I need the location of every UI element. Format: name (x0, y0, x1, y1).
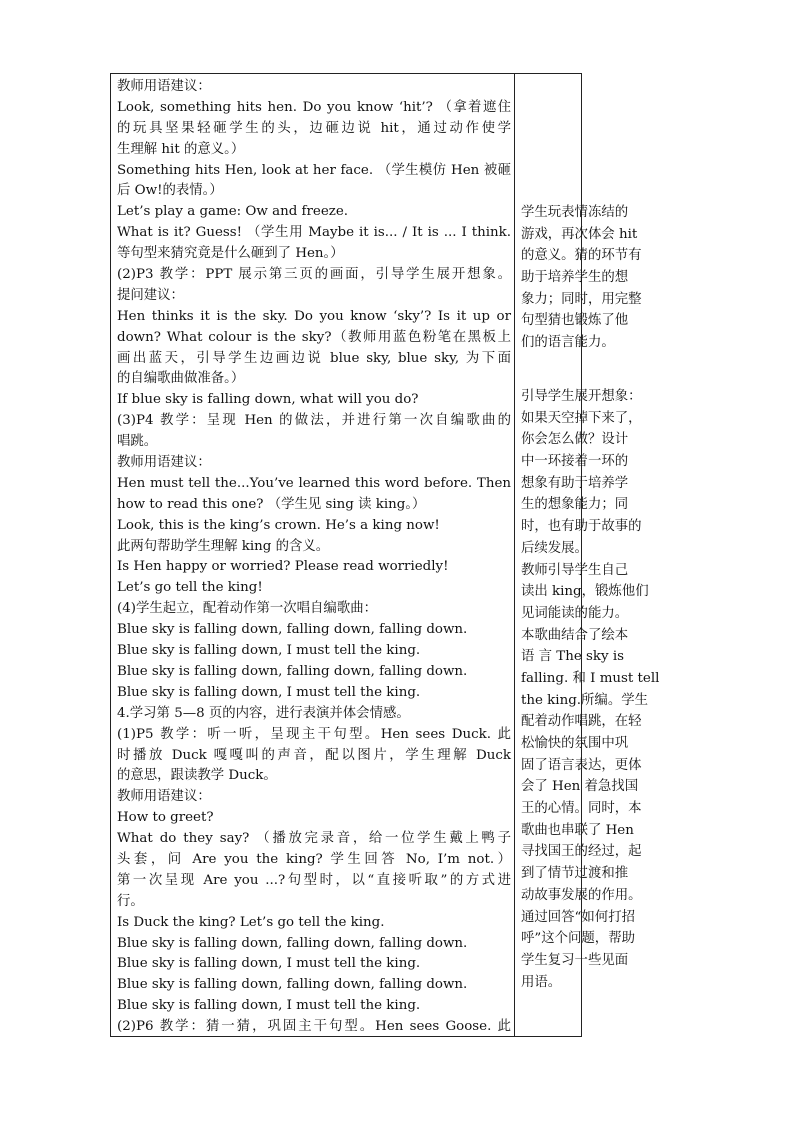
text-line: 时播放 Duck 嘎嘎叫的声音，配以图片，学生理解 Duck (117, 747, 511, 763)
note-line: 呼”这个问题，帮助 (521, 931, 635, 947)
text-line: Blue sky is falling down, I must tell the king. (117, 643, 421, 659)
text-line: (3)P4 教学：呈现 Hen 的做法，并进行第一次自编歌曲的 (117, 413, 511, 429)
text-line: 的自编歌曲做准备。） (117, 371, 245, 387)
text-line: 的意思，跟读教学 Duck。 (117, 768, 277, 784)
design-notes-column-1 (521, 202, 642, 354)
note-line: 游戏，再次体会 hit (521, 226, 638, 242)
text-line: 唱跳。 (117, 434, 158, 450)
text-line: 行。 (117, 893, 144, 909)
text-line: 教师用语建议： (117, 455, 211, 471)
note-line: 想象有助于培养学 (521, 475, 629, 491)
design-notes-column-2 (521, 386, 660, 993)
text-line: 等句型来猜究竟是什么砸到了 Hen。） (117, 246, 344, 262)
text-line: (1)P5 教学：听一听，呈现主干句型。Hen sees Duck. 此 (117, 726, 511, 742)
text-line: how to read this one? （学生见 sing 读 king。） (117, 496, 426, 512)
text-line: Blue sky is falling down, falling down, falling down. (117, 663, 468, 679)
note-line: 象力；同时，用完整 (521, 291, 642, 307)
note-line: 学生复习一些见面 (521, 952, 629, 968)
text-line: 后 Ow!的表情。） (117, 183, 223, 199)
text-line: Blue sky is falling down, I must tell the king. (117, 956, 421, 972)
text-line: (2)P6 教学：猜一猜，巩固主干句型。Hen sees Goose. 此 (117, 1019, 511, 1035)
note-line: 助于培养学生的想 (521, 270, 629, 286)
note-line: 后续发展。 (521, 540, 588, 556)
note-line: 们的语言能力。 (521, 335, 615, 351)
text-line: Blue sky is falling down, falling down, falling down. (117, 935, 468, 951)
note-line: 你会怎么做？设计 (521, 432, 629, 448)
text-line: 生理解 hit 的意义。） (117, 141, 245, 157)
lesson-table (110, 73, 660, 1037)
text-line: 教师用语建议： (117, 789, 211, 805)
text-line: 4.学习第 5—8 页的内容，进行表演并体会情感。 (117, 705, 410, 721)
text-line: Hen must tell the...You’ve learned this word before. Then (117, 475, 511, 491)
note-line: 教师引导学生自己 (521, 562, 629, 578)
note-line: 动故事发展的作用。 (521, 887, 642, 903)
note-line: 固了语言表达，更体 (521, 757, 642, 773)
note-line: 到了情节过渡和推 (521, 866, 629, 882)
note-line: the king.所编。学生 (521, 692, 648, 708)
text-line: If blue sky is falling down, what will you do? (117, 392, 419, 408)
note-line: 用语。 (521, 974, 562, 990)
note-line: 王的心情。同时，本 (521, 801, 642, 817)
text-line: Let’s play a game: Ow and freeze. (117, 204, 349, 220)
note-line: 配着动作唱跳，在轻 (521, 714, 642, 730)
note-line: falling. 和 I must tell (521, 670, 660, 686)
text-line: 教师用语建议： (117, 79, 211, 94)
note-line: 会了 Hen 着急找国 (521, 779, 639, 795)
note-line: 歌曲也串联了 Hen (521, 822, 634, 838)
note-line: 见词能读的能力。 (521, 605, 629, 621)
note-line: 时，也有助于故事的 (521, 519, 642, 535)
note-line: 学生玩表情冻结的 (521, 205, 629, 220)
text-line: 画出蓝天，引导学生边画边说 blue sky, blue sky, 为下面 (117, 350, 511, 366)
note-line: 通过回答“如何打招 (521, 909, 635, 925)
text-line: Blue sky is falling down, I must tell the king. (117, 684, 421, 700)
note-line: 寻找国王的经过，起 (521, 844, 642, 860)
note-line: 的意义。猜的环节有 (521, 248, 642, 264)
text-line: (2)P3 教学：PPT 展示第三页的画面，引导学生展开想象。 (117, 267, 511, 283)
text-line: What do they say? （播放完录音，给一位学生戴上鸭子 (117, 831, 511, 847)
note-line: 如果天空掉下来了， (521, 410, 642, 426)
text-line: Blue sky is falling down, falling down, falling down. (117, 622, 468, 638)
note-line: 松愉快的氛围中巩 (521, 736, 629, 751)
text-line: Let’s go tell the king! (117, 580, 263, 596)
text-line: Is Duck the king? Let’s go tell the king. (117, 914, 385, 930)
text-line: 提问建议： (117, 287, 184, 303)
text-line: Look, something hits hen. Do you know ‘hit’? （拿着遮住 (117, 99, 511, 115)
note-line: 本歌曲结合了绘本 (521, 627, 629, 643)
teaching-process-column (117, 77, 511, 1038)
text-line: 第一次呈现 Are you ...?句型时，以“直接听取”的方式进 (117, 872, 511, 888)
text-line: 头套，问 Are you the king? 学生回答 No, I’m not.） (117, 851, 511, 867)
note-line: 语 言 The sky is (521, 649, 624, 665)
text-line: Is Hen happy or worried? Please read worriedly! (117, 559, 449, 575)
text-line: (4)学生起立，配着动作第一次唱自编歌曲： (117, 601, 377, 617)
text-line: Hen thinks it is the sky. Do you know ‘sky’? Is it up or (117, 308, 511, 324)
text-line: Something hits Hen, look at her face. （学生模仿 Hen 被砸 (117, 162, 511, 178)
text-line: down? What colour is the sky?（教师用蓝色粉笔在黑板上 (117, 329, 511, 345)
note-line: 句型猜也锻炼了他 (521, 313, 629, 329)
text-line: Look, this is the king’s crown. He’s a king now! (117, 517, 440, 533)
text-line: Blue sky is falling down, falling down, falling down. (117, 977, 468, 993)
text-line: 此两句帮助学生理解 king 的含义。 (117, 538, 330, 554)
note-line: 生的想象能力；同 (521, 497, 629, 513)
text-line: How to greet? (117, 810, 214, 826)
text-line: Blue sky is falling down, I must tell the king. (117, 998, 421, 1014)
text-line: What is it? Guess! （学生用 Maybe it is... / It is ... I think. (117, 225, 511, 241)
note-line: 中一环接着一环的 (521, 454, 629, 470)
column-divider (514, 74, 515, 1036)
text-line: 的玩具坚果轻砸学生的头，边砸边说 hit，通过动作使学 (117, 120, 511, 136)
note-line: 读出 king，锻炼他们 (521, 584, 649, 600)
note-line: 引导学生展开想象： (521, 389, 642, 404)
